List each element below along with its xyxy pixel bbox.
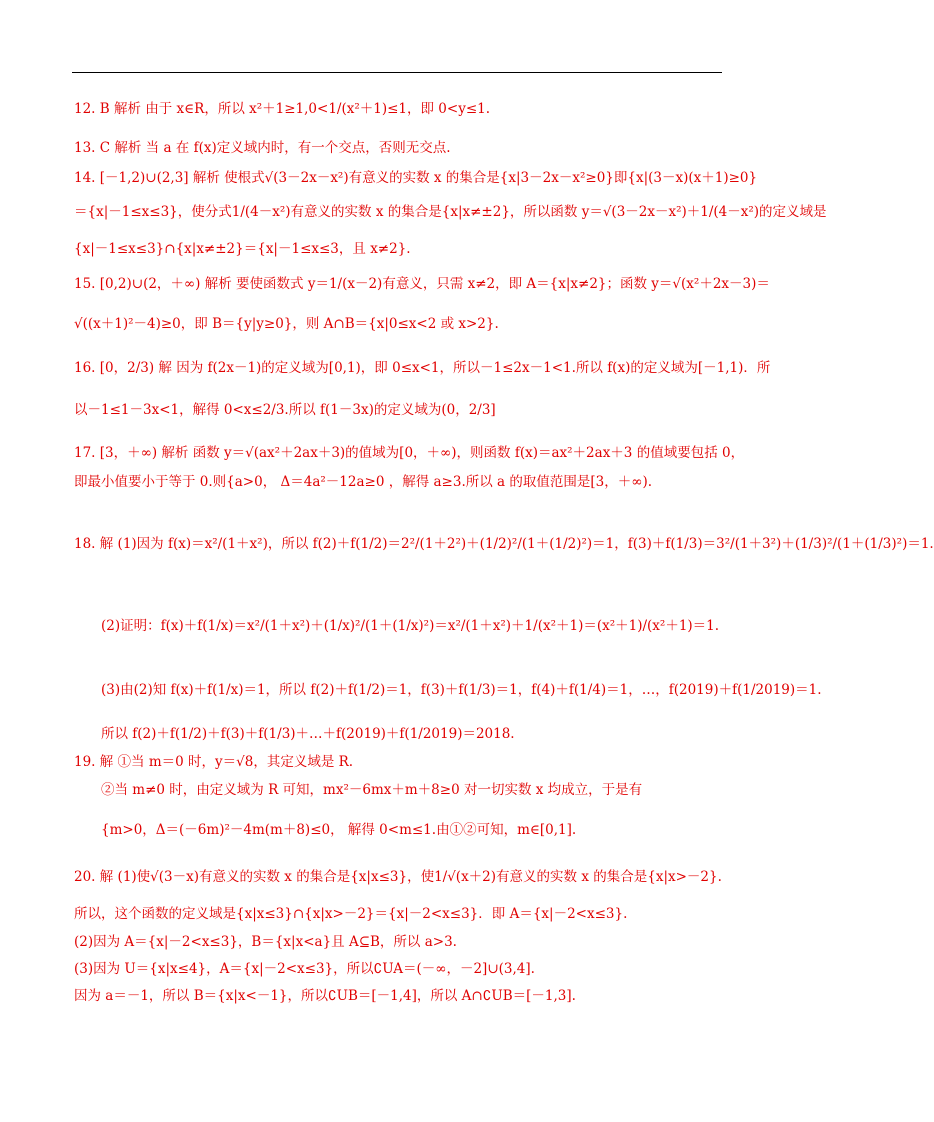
text-line: 16. [0，2/3) 解 因为 f(2x－1)的定义域为[0,1)，即 0≤x<1，所以－1≤2x－1<1.所以 f(x)的定义域为[－1,1)．所: [74, 360, 771, 376]
text-line: {x|－1≤x≤3}∩{x|x≠±2}＝{x|－1≤x≤3，且 x≠2}.: [74, 241, 411, 257]
text-line: ＝{x|－1≤x≤3}，使分式1/(4－x²)有意义的实数 x 的集合是{x|x≠±2}，所以函数 y＝√(3－2x－x²)＋1/(4－x²)的定义域是: [74, 204, 827, 220]
header-rule: [72, 72, 722, 73]
text-line: 19. 解 ①当 m＝0 时，y＝√8，其定义域是 R.: [74, 754, 354, 770]
text-line: ②当 m≠0 时，由定义域为 R 可知，mx²－6mx＋m＋8≥0 对一切实数 x 均成立，于是有: [101, 782, 643, 798]
text-line: √((x＋1)²－4)≥0，即 B＝{y|y≥0}，则 A∩B＝{x|0≤x<2 或 x>2}.: [74, 316, 499, 332]
text-line: (3)由(2)知 f(x)＋f(1/x)＝1，所以 f(2)＋f(1/2)＝1，f(3)＋f(1/3)＝1，f(4)＋f(1/4)＝1，…，f(2019)＋f(1/2019)＝1.: [101, 682, 822, 698]
text-line: 20. 解 (1)使√(3－x)有意义的实数 x 的集合是{x|x≤3}，使1/√(x＋2)有意义的实数 x 的集合是{x|x>－2}.: [74, 869, 722, 885]
text-line: (2)因为 A＝{x|－2<x≤3}，B＝{x|x<a}且 A⊆B，所以 a>3.: [74, 934, 457, 950]
text-line: {m>0，Δ＝(－6m)²－4m(m＋8)≤0， 解得 0<m≤1.由①②可知，m∈[0,1].: [101, 822, 577, 838]
text-line: (3)因为 U＝{x|x≤4}，A＝{x|－2<x≤3}，所以∁UA＝(－∞，－2]∪(3,4].: [74, 961, 535, 977]
text-line: 18. 解 (1)因为 f(x)＝x²/(1＋x²)，所以 f(2)＋f(1/2)＝2²/(1＋2²)＋(1/2)²/(1＋(1/2)²)＝1，f(3)＋f(1/3)＝3²/(1＋3²)＋(1/3)²/(1＋(1/3)²)＝1.: [74, 536, 934, 552]
text-line: (2)证明：f(x)＋f(1/x)＝x²/(1＋x²)＋(1/x)²/(1＋(1/x)²)＝x²/(1＋x²)＋1/(x²＋1)＝(x²＋1)/(x²＋1)＝1.: [101, 618, 720, 634]
text-line: 即最小值要小于等于 0.则{a>0， Δ＝4a²－12a≥0 ，解得 a≥3.所以 a 的取值范围是[3，＋∞).: [74, 474, 653, 490]
text-line: 13. C 解析 当 a 在 f(x)定义域内时，有一个交点，否则无交点.: [74, 140, 451, 156]
text-line: 17. [3，＋∞) 解析 函数 y＝√(ax²＋2ax＋3)的值域为[0，＋∞)，则函数 f(x)＝ax²＋2ax＋3 的值域要包括 0，: [74, 445, 745, 461]
text-line: 因为 a＝－1，所以 B＝{x|x<－1}，所以∁UB＝[－1,4]，所以 A∩∁UB＝[－1,3].: [74, 988, 576, 1004]
text-line: 以－1≤1－3x<1，解得 0<x≤2/3.所以 f(1－3x)的定义域为(0，2/3]: [74, 402, 496, 418]
text-line: 15. [0,2)∪(2，＋∞) 解析 要使函数式 y＝1/(x－2)有意义，只需 x≠2，即 A＝{x|x≠2}；函数 y＝√(x²＋2x－3)＝: [74, 276, 770, 292]
text-line: 所以 f(2)＋f(1/2)＋f(3)＋f(1/3)＋…＋f(2019)＋f(1/2019)＝2018.: [101, 726, 515, 742]
text-line: 14. [－1,2)∪(2,3] 解析 使根式√(3－2x－x²)有意义的实数 x 的集合是{x|3－2x－x²≥0}即{x|(3－x)(x＋1)≥0}: [74, 170, 758, 186]
text-line: 12. B 解析 由于 x∈R，所以 x²＋1≥1,0<1/(x²＋1)≤1，即 0<y≤1.: [74, 101, 491, 117]
text-line: 所以，这个函数的定义域是{x|x≤3}∩{x|x>－2}＝{x|－2<x≤3}．即 A＝{x|－2<x≤3}.: [74, 906, 628, 922]
